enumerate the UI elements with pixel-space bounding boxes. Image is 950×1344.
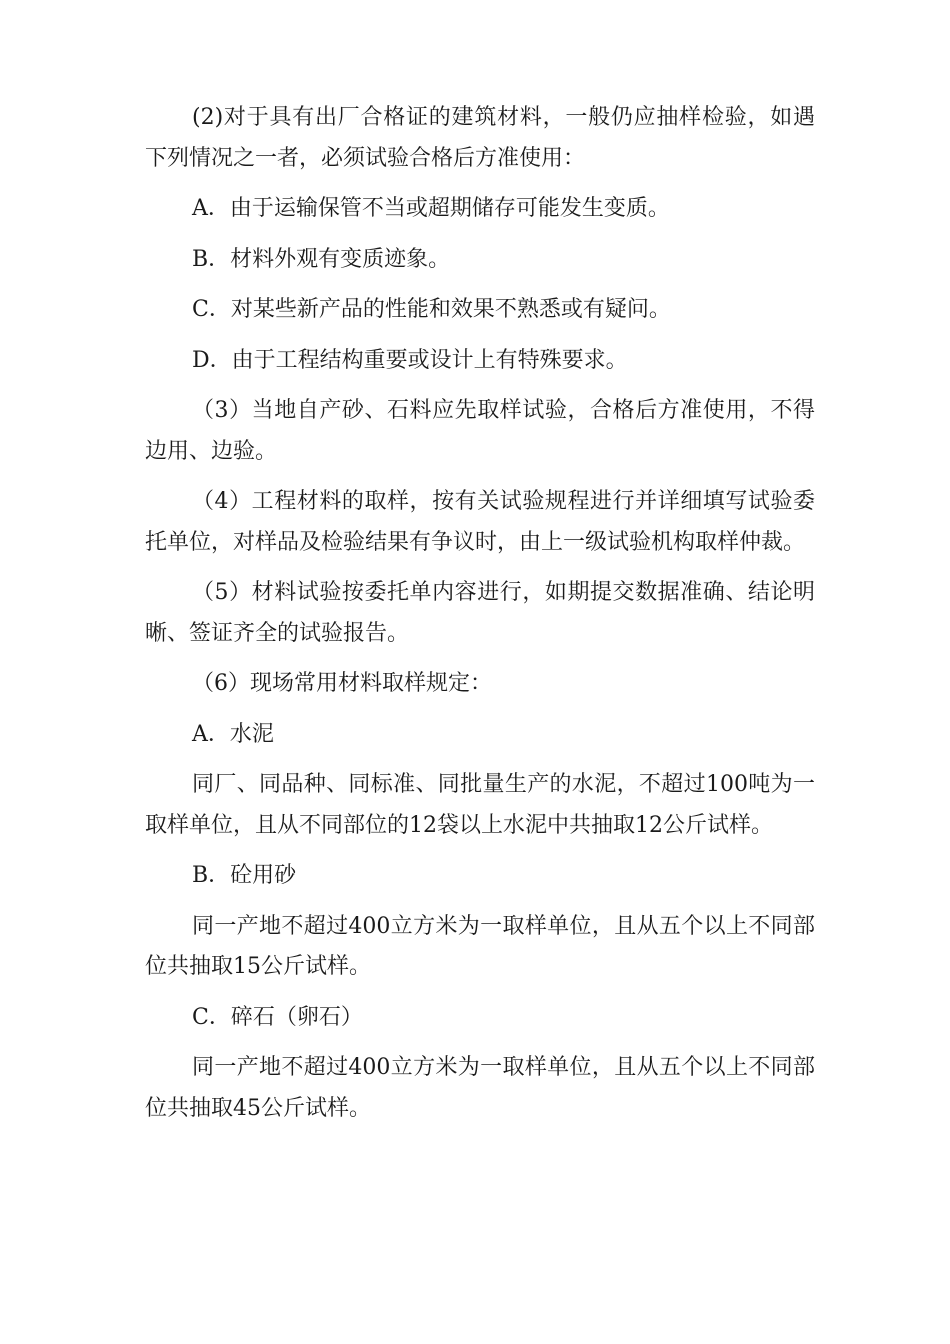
heading-gravel: C．碎石（卵石）: [192, 1004, 363, 1030]
paragraph-item-2b: B．材料外观有变质迹象。: [192, 246, 451, 272]
paragraph-clause-6: （6）现场常用材料取样规定：: [192, 671, 492, 696]
paragraph-item-2c: C．对某些新产品的性能和效果不熟悉或有疑问。: [192, 297, 671, 322]
document-body: [145, 98, 815, 1139]
paragraph-sand-rule: 同一产地不超过400立方米为一取样单位，且从五个以上不同部位共抽取15公斤试样。: [145, 913, 815, 979]
paragraph-item-2d: D．由于工程结构重要或设计上有特殊要求。: [192, 347, 628, 373]
heading-concrete-sand: B．砼用砂: [192, 863, 297, 888]
paragraph-clause-5: （5）材料试验按委托单内容进行，如期提交数据准确、结论明晰、签证齐全的试验报告。: [145, 580, 815, 646]
paragraph-clause-4: （4）工程材料的取样，按有关试验规程进行并详细填写试验委托单位，对样品及检验结果有争议时，由上一级试验机构取样仲裁。: [145, 489, 815, 555]
paragraph-cement-rule: 同厂、同品种、同标准、同批量生产的水泥，不超过100吨为一取样单位，且从不同部位的12袋以上水泥中共抽取12公斤试样。: [145, 772, 815, 838]
paragraph-clause-3: （3）当地自产砂、石料应先取样试验，合格后方准使用，不得边用、边验。: [145, 398, 815, 464]
heading-cement: A．水泥: [192, 721, 274, 747]
paragraph-gravel-rule: 同一产地不超过400立方米为一取样单位，且从五个以上不同部位共抽取45公斤试样。: [145, 1055, 815, 1121]
paragraph-clause-2: (2)对于具有出厂合格证的建筑材料，一般仍应抽样检验，如遇下列情况之一者，必须试验合格后方准使用：: [145, 105, 815, 171]
paragraph-item-2a: A．由于运输保管不当或超期储存可能发生变质。: [192, 196, 670, 221]
